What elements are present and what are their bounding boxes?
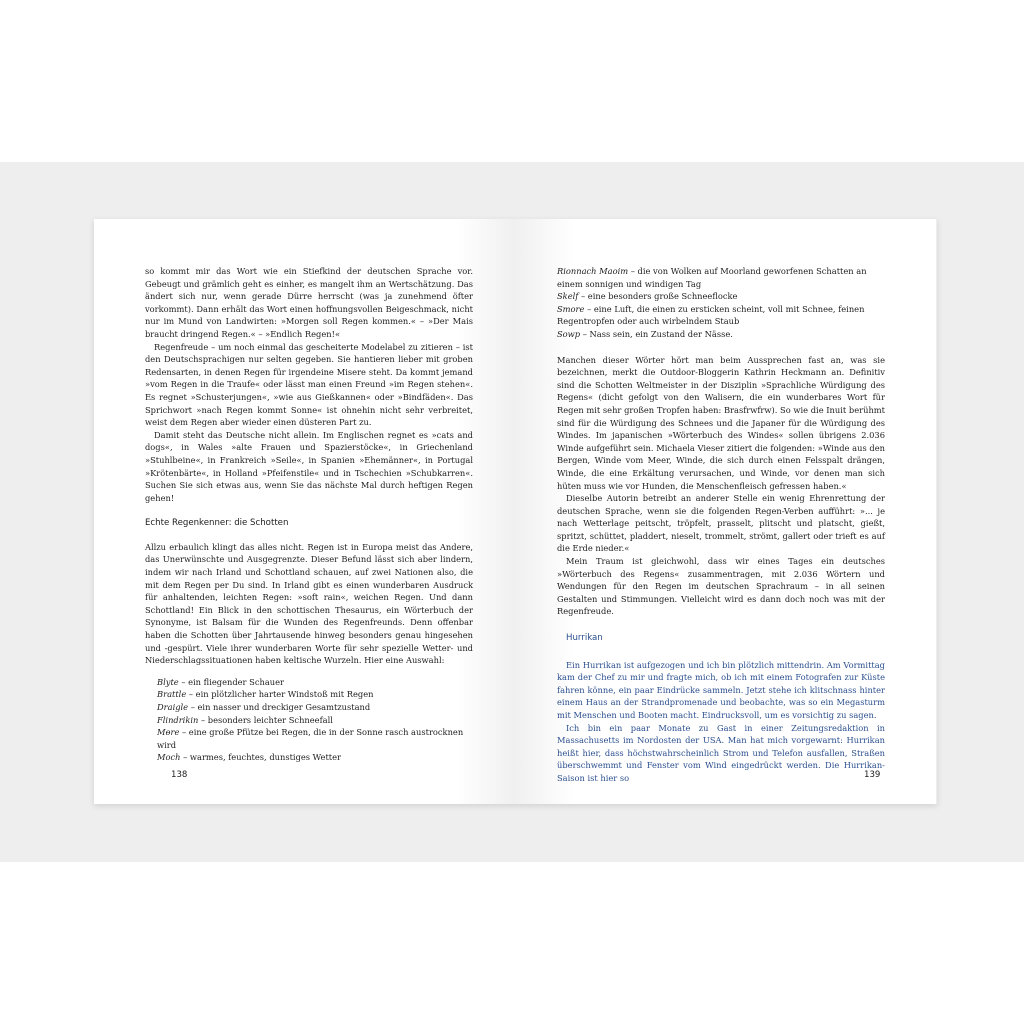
term: Moch	[157, 752, 181, 763]
left-page-text	[145, 265, 473, 764]
paragraph: Ein Hurrikan ist aufgezogen und ich bin plötzlich mittendrin. Am Vormittag kam der Chef zu mir und fragte mich, ob ich mit einem Fotografen zur Küste fahren könne, ein paar Eindrücke sammeln. Jetzt stehe ich klitschnass hinter einem Haus an der Strandpromenade und beobachte, was so ein Megasturm mit Menschen und Booten macht. Eindrucksvoll, um es vorsichtig zu sagen.	[557, 659, 885, 720]
scottish-words-list	[157, 676, 473, 764]
list-item	[557, 290, 885, 303]
paragraph: Manchen dieser Wörter hört man beim Aussprechen fast an, was sie bezeichnen, merkt die Outdoor-Bloggerin Kathrin Heckmann an. Definitiv sind die Schotten Weltmeister in der Disziplin »Sprachliche Würdigung des Regens« (dicht gefolgt von den Walisern, die ein wunderbares Wort für Regen mit sehr großen Tropfen haben: Brasfrwfrw). So wie die Inuit berühmt sind für die Würdigung des Schnees und die Japaner für die Würdigung des Windes. Im japanischen »Wörterbuch des Windes« sollen übrigens 2.036 Winde aufgeführt sein. Michaela Vieser zitiert die folgenden: »Winde aus den Bergen, Winde vom Meer, Winde, die sich durch einen Felsspalt drängen, Winde, die eine Erkältung verursachen, und Winde, vor denen man sich hüten muss wie vor Hunden, die Menschenfleisch gefressen haben.«	[557, 354, 885, 491]
page-number: 138	[171, 770, 188, 780]
paragraph: Dieselbe Autorin betreibt an anderer Stelle ein wenig Ehrenrettung der deutschen Sprache, wenn sie die folgenden Regen-Verben aufführt: »... je nach Wetterlage peitscht, tröpfelt, prasselt, plitscht und platscht, gießt, spritzt, schüttet, pladdert, nieselt, trommelt, strömt, gallert oder trieft es auf die Erde nieder.«	[557, 493, 885, 554]
definition: – ein fliegender Schauer	[178, 676, 284, 687]
term: Flindrikin	[157, 714, 199, 725]
right-page	[515, 219, 936, 804]
definition: – die von Wolken auf Moorland geworfenen Schatten an einem sonnigen und windigen Tag	[557, 266, 867, 289]
left-page	[94, 219, 515, 804]
list-item	[157, 701, 473, 714]
section-heading: Hurrikan	[566, 633, 603, 644]
paragraph: Ich bin ein paar Monate zu Gast in einer Zeitungsredaktion in Massachusetts im Nordosten der USA. Man hat mich vorgewarnt: Hurrikan heißt hier, dass höchstwahrscheinlich Strom und Telefon ausfallen, Straßen überschwemmt und Fenster vom Wind eingedrückt werden. Die Hurrikan-Saison ist hier so	[557, 722, 885, 783]
book-spread	[94, 219, 937, 804]
definition: – ein plötzlicher harter Windstoß mit Regen	[186, 689, 374, 700]
definition: – eine große Pfütze bei Regen, die in der Sonne rasch austrocknen wird	[157, 727, 464, 750]
list-item	[157, 751, 473, 764]
paragraph: Allzu erbaulich klingt das alles nicht. Regen ist in Europa meist das Andere, das Unerwünschte und Ausgegrenzte. Dieser Befund lässt sich aber lindern, indem wir nach Irland und Schottland schauen, auf zwei Nationen also, die mit dem Regen per Du sind. In Irland gibt es einen wunderbaren Ausdruck für anhaltenden, leichten Regen: »soft rain«, weichen Regen. Und dann Schottland! Ein Blick in den schottischen Thesaurus, ein Wörterbuch der Synonyme, ist Balsam für die Wunden des Regenfreunds. Denn offenbar haben die Schotten über Jahrtausende hinweg besonders genau hingesehen und -gespürt. Viele ihrer wunderbaren Worte für sehr spezielle Wetter- und Niederschlagssituationen haben keltische Wurzeln. Hier eine Auswahl:	[145, 541, 473, 666]
spacer	[557, 341, 885, 354]
paragraph: so kommt mir das Wort wie ein Stiefkind der deutschen Sprache vor. Gebeugt und grämlich geht es einher, es mangelt ihm an Wertschätzung. Das ändert sich nur, wenn gerade Dürre herrscht (was ja zunehmend öfter vorkommt). Dann erhält das Wort einen hoffnungsvollen Beigeschmack, nicht nur im Mund von Landwirten: »Morgen soll Regen kommen.« – »Der Mais braucht dringend Regen.« – »Endlich Regen!«	[145, 266, 473, 339]
page-number: 139	[864, 770, 881, 780]
definition: – warmes, feuchtes, dunstiges Wetter	[180, 752, 341, 763]
definition: – ein nasser und dreckiger Gesamtzustand	[188, 702, 371, 712]
term: Skelf	[557, 291, 579, 302]
right-page-text	[557, 265, 885, 785]
term: Mөre	[157, 727, 180, 738]
paragraph: Damit steht das Deutsche nicht allein. Im Englischen regnet es »cats and dogs«, in Wales »alte Frauen und Spazierstöcke«, in Griechenland »Stuhlbeine«, in Frankreich »Seile«, in Spanien »Ehemänner«, in Portugal »Krötenbärte«, in Holland »Pfeifenstile« und in Tschechien »Schubkarren«. Suchen Sie sich etwas aus, wenn Sie das nächste Mal durch heftigen Regen gehen!	[145, 429, 473, 503]
term: Sowp	[557, 328, 581, 339]
term: Rionnach Maoim	[557, 266, 629, 276]
definition: – eine besonders große Schneeflocke	[578, 291, 738, 302]
list-item	[557, 328, 885, 341]
list-item	[557, 303, 885, 328]
paragraph: Regenfreude – um noch einmal das gescheiterte Modelabel zu zitieren – ist den Deutschsprachigen nur selten gegeben. Sie hantieren lieber mit groben Redensarten, in denen Regen für irgendeine Misere steht. Da kommt jemand »vom Regen in die Traufe« oder lässt man einen Freund »im Regen stehen«. Es regnet »Schusterjungen«, »wie aus Gießkannen« oder »Bindfäden«. Das Sprichwort »nach Regen kommt Sonne« ist ohnehin nicht sehr verbreitet, weist dem Regen aber wieder einen düsteren Part zu.	[145, 341, 473, 428]
term: Blyte	[157, 676, 179, 687]
scottish-words-list	[557, 265, 885, 341]
list-item	[157, 726, 473, 751]
definition: – eine Luft, die einen zu ersticken scheint, voll mit Schnee, feinen Regentropfen oder auch wirbelndem Staub	[557, 303, 865, 327]
term: Smore	[557, 303, 585, 314]
paragraph: Mein Traum ist gleichwohl, dass wir eines Tages ein deutsches »Wörterbuch des Regens« zusammentragen, mit 2.036 Wörtern und Wendungen für den Regen im deutschen Sprachraum – in all seinen Gestalten und Stimmungen. Vielleicht wird es dann doch noch was mit der Regenfreude.	[557, 556, 885, 617]
term: Draigle	[157, 702, 189, 712]
list-item	[157, 714, 473, 727]
definition: – Nass sein, ein Zustand der Nässe.	[580, 328, 733, 339]
section-heading: Echte Regenkenner: die Schotten	[145, 518, 289, 529]
definition: – besonders leichter Schneefall	[198, 714, 333, 725]
list-item	[157, 688, 473, 701]
list-item	[157, 676, 473, 689]
term: Brattle	[157, 689, 187, 700]
list-item	[557, 265, 885, 290]
